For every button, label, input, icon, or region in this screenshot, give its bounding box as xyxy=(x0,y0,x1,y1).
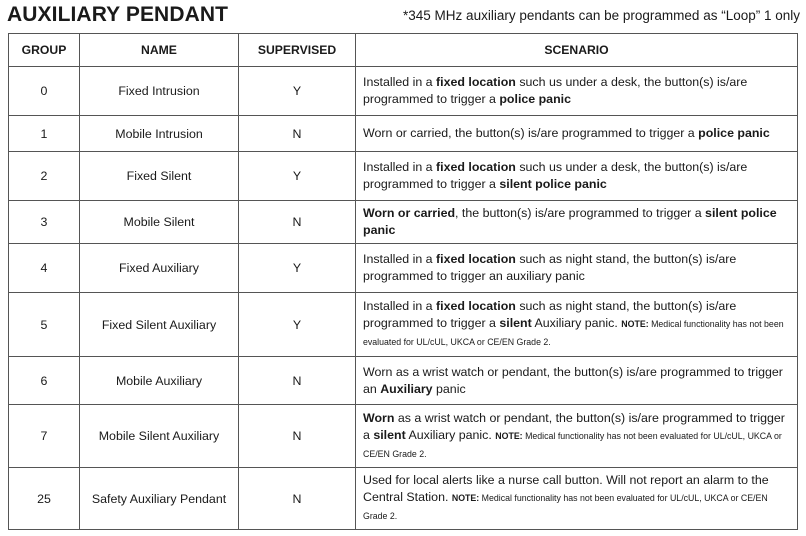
table-row xyxy=(9,293,798,357)
supervised-cell: Y xyxy=(239,293,356,357)
scenario-cell xyxy=(356,244,798,293)
supervised-cell: N xyxy=(239,201,356,244)
supervised-cell: Y xyxy=(239,152,356,201)
scenario-text: Installed in a xyxy=(363,160,437,174)
scenario-text: Installed in a xyxy=(363,299,437,313)
name-cell: Fixed Silent Auxiliary xyxy=(80,293,239,357)
scenario-text: such us under a desk, the button(s) is/are programmed to trigger a xyxy=(363,75,748,106)
scenario-cell xyxy=(356,293,798,357)
scenario-text: Installed in a xyxy=(363,75,437,89)
group-cell: 6 xyxy=(9,357,80,405)
scenario-cell xyxy=(356,405,798,468)
page-title: AUXILIARY PENDANT xyxy=(7,3,229,26)
table-row xyxy=(9,244,798,293)
scenario-text: Auxiliary panic. xyxy=(531,316,622,330)
supervised-cell: N xyxy=(239,468,356,530)
scenario-text: such as night stand, the button(s) is/are programmed to trigger an auxiliary panic xyxy=(363,252,737,283)
group-cell: 3 xyxy=(9,201,80,244)
scenario-cell xyxy=(356,152,798,201)
scenario-emphasis: silent police panic xyxy=(499,177,607,191)
group-cell: 4 xyxy=(9,244,80,293)
group-cell: 7 xyxy=(9,405,80,468)
supervised-cell: N xyxy=(239,405,356,468)
scenario-cell xyxy=(356,357,798,405)
scenario-emphasis: Auxiliary xyxy=(380,381,433,396)
scenario-emphasis: Worn xyxy=(363,410,395,425)
table-header-row xyxy=(9,34,798,67)
loop-note: *345 MHz auxiliary pendants can be programmed as “Loop” 1 only xyxy=(403,8,800,23)
name-cell: Safety Auxiliary Pendant xyxy=(80,468,239,530)
scenario-text: panic xyxy=(432,381,466,396)
scenario-cell xyxy=(356,468,798,530)
scenario-note: NOTE: xyxy=(495,430,523,441)
table-row xyxy=(9,67,798,116)
name-cell: Fixed Auxiliary xyxy=(80,244,239,293)
table-row xyxy=(9,357,798,405)
scenario-text: such as night stand, the button(s) is/are programmed to trigger a xyxy=(363,299,737,330)
scenario-text: Installed in a xyxy=(363,252,437,266)
group-cell: 2 xyxy=(9,152,80,201)
table-row xyxy=(9,201,798,244)
scenario-emphasis: fixed location xyxy=(436,252,516,266)
scenario-note: Medical functionality has not been evaluated for UL/cUL, UKCA or CE/EN Grade 2. xyxy=(363,319,784,347)
scenario-emphasis: fixed location xyxy=(436,160,516,174)
column-header-group: GROUP xyxy=(9,34,80,67)
name-cell: Fixed Intrusion xyxy=(80,67,239,116)
name-cell: Fixed Silent xyxy=(80,152,239,201)
scenario-text: Worn or carried, the button(s) is/are programmed to trigger a xyxy=(363,126,699,140)
name-cell: Mobile Auxiliary xyxy=(80,357,239,405)
scenario-emphasis: police panic xyxy=(499,92,571,106)
scenario-text: as a wrist watch or pendant, the button(s) is/are programmed to trigger a xyxy=(363,410,785,442)
scenario-text: Auxiliary panic. xyxy=(405,427,496,442)
scenario-text: Used for local alerts like a nurse call button. Will not report an alarm to the Central Station. xyxy=(363,473,769,504)
column-header-supervised: SUPERVISED xyxy=(239,34,356,67)
group-cell: 5 xyxy=(9,293,80,357)
group-cell: 25 xyxy=(9,468,80,530)
scenario-emphasis: police panic xyxy=(698,126,770,140)
scenario-note: Medical functionality has not been evaluated for UL/cUL, UKCA or CE/EN Grade 2. xyxy=(363,493,768,521)
scenario-note: NOTE: xyxy=(451,493,480,503)
scenario-text: , the button(s) is/are programmed to trigger a xyxy=(455,206,706,220)
column-header-name: NAME xyxy=(80,34,239,67)
name-cell: Mobile Silent xyxy=(80,201,239,244)
table-row xyxy=(9,152,798,201)
scenario-cell xyxy=(356,67,798,116)
name-cell: Mobile Silent Auxiliary xyxy=(80,405,239,468)
table-row xyxy=(9,468,798,530)
page-header xyxy=(0,0,806,33)
group-cell: 1 xyxy=(9,116,80,152)
supervised-cell: Y xyxy=(239,67,356,116)
scenario-cell xyxy=(356,116,798,152)
scenario-cell xyxy=(356,201,798,244)
scenario-emphasis: Worn or carried xyxy=(363,206,456,220)
supervised-cell: N xyxy=(239,357,356,405)
name-cell: Mobile Intrusion xyxy=(80,116,239,152)
scenario-text: Worn as a wrist watch or pendant, the button(s) is/are programmed to trigger an xyxy=(363,364,783,396)
supervised-cell: N xyxy=(239,116,356,152)
scenario-text: such us under a desk, the button(s) is/are programmed to trigger a xyxy=(363,160,748,191)
auxiliary-pendant-table xyxy=(8,33,798,530)
table-row xyxy=(9,405,798,468)
supervised-cell: Y xyxy=(239,244,356,293)
scenario-emphasis: silent police panic xyxy=(363,206,777,237)
scenario-emphasis: fixed location xyxy=(436,299,516,313)
column-header-scenario: SCENARIO xyxy=(356,34,798,67)
scenario-emphasis: silent xyxy=(373,427,406,442)
table-row xyxy=(9,116,798,152)
group-cell: 0 xyxy=(9,67,80,116)
scenario-emphasis: fixed location xyxy=(436,75,516,89)
scenario-note: Medical functionality has not been evaluated for UL/cUL, UKCA or CE/EN Grade 2. xyxy=(363,430,782,459)
scenario-emphasis: silent xyxy=(499,316,532,330)
scenario-note: NOTE: xyxy=(621,319,649,329)
